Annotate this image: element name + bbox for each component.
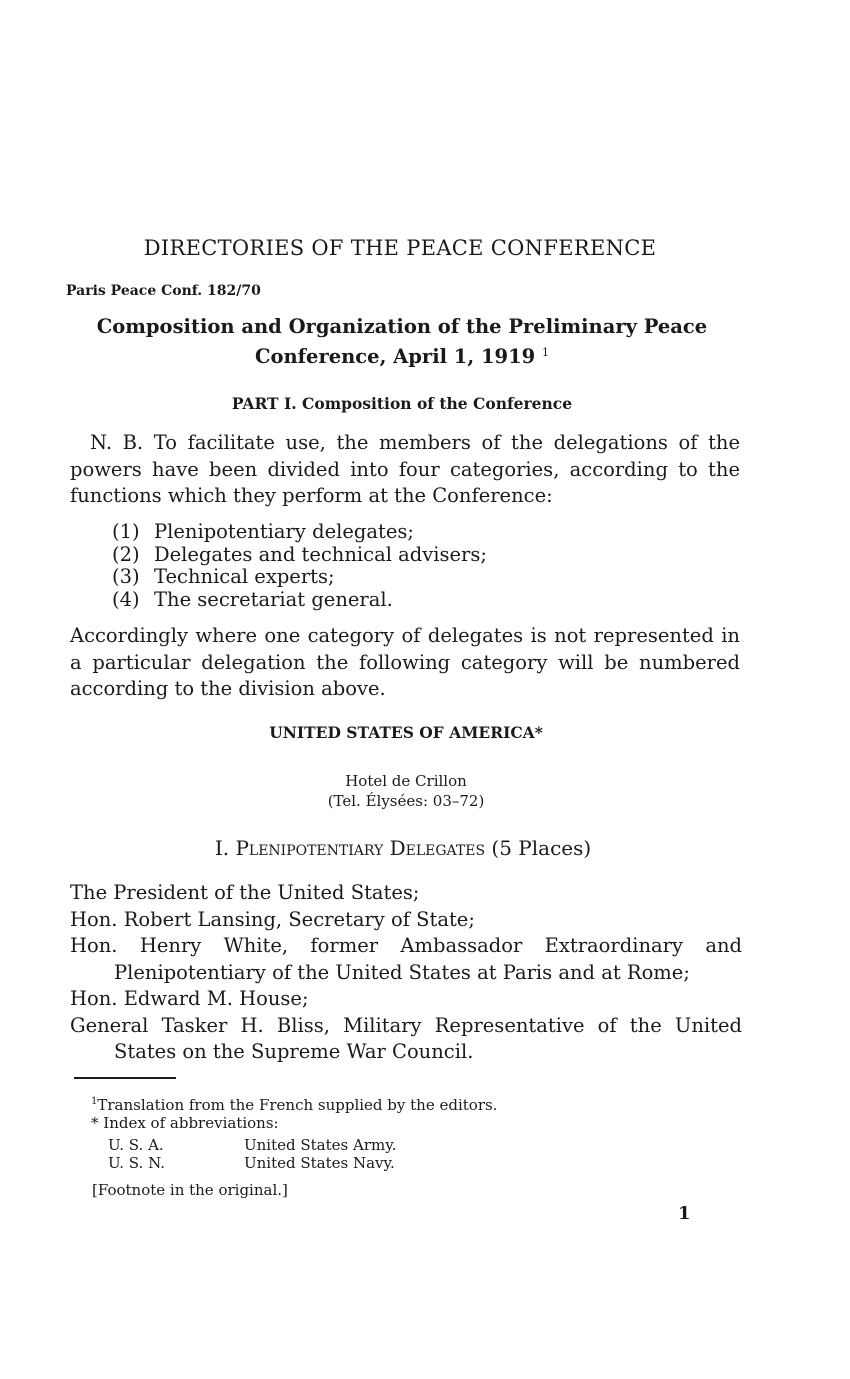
footnote-1-marker: 1 — [91, 1096, 98, 1107]
accordingly-paragraph: Accordingly where one category of delegates is not represented in a particular delegation the following category will be numbered according to the division above. — [70, 624, 740, 700]
title-line-1: Composition and Organization of the Preliminary Peace — [96, 315, 708, 338]
footnote-1 — [91, 1093, 497, 1114]
part-heading: PART I. Composition of the Conference — [231, 394, 573, 413]
hotel-address — [0, 771, 812, 811]
title-line-2: Conference, April 1, 1919 — [254, 345, 536, 368]
section-title: Plenipotentiary Delegates — [235, 836, 486, 860]
category-text: Technical experts; — [154, 565, 335, 588]
section-heading — [0, 836, 806, 860]
category-number: (2) — [112, 542, 140, 566]
abbreviation-key: U. S. A. — [108, 1136, 164, 1154]
running-title: DIRECTORIES OF THE PEACE CONFERENCE — [143, 236, 657, 260]
abbreviation-meaning: United States Navy. — [244, 1154, 395, 1172]
footnotes — [91, 1093, 497, 1132]
delegate-entry: Hon. Edward M. House; — [70, 987, 309, 1010]
category-number: (4) — [112, 587, 140, 611]
abbreviation-key: U. S. N. — [108, 1154, 166, 1172]
delegate-list — [70, 880, 742, 1066]
category-text: The secretariat general. — [154, 587, 393, 611]
delegate-entry: Hon. Henry White, former Ambassador Extraordinary and Plenipotentiary of the United States at Paris and at Rome; — [70, 934, 742, 984]
abbreviation-table — [108, 1136, 396, 1172]
category-text: Plenipotentiary delegates; — [154, 520, 414, 543]
category-list — [112, 521, 487, 611]
hotel-name: Hotel de Crillon — [345, 772, 467, 790]
title-footnote-marker: 1 — [542, 346, 550, 359]
footnote-1-text: Translation from the French supplied by the editors. — [97, 1096, 498, 1114]
abbreviation-meaning: United States Army. — [244, 1136, 397, 1154]
category-number: (3) — [112, 565, 140, 588]
abbreviation-row — [108, 1154, 396, 1172]
document-title — [60, 314, 744, 370]
category-item — [112, 589, 487, 612]
delegate-entry: The President of the United States; — [70, 881, 420, 904]
footnote-rule — [74, 1077, 176, 1079]
delegate-entry: Hon. Robert Lansing, Secretary of State; — [70, 907, 475, 931]
category-item — [112, 521, 487, 544]
footnote-original-note: [Footnote in the original.] — [92, 1181, 288, 1199]
page-number: 1 — [678, 1203, 691, 1224]
document-reference: Paris Peace Conf. 182/70 — [66, 283, 261, 299]
section-places: (5 Places) — [491, 836, 592, 860]
section-numeral: I. — [214, 836, 230, 860]
category-item — [112, 566, 487, 589]
abbreviation-row — [108, 1136, 396, 1154]
delegate-entry: General Tasker H. Bliss, Military Representative of the United States on the Supreme War Council. — [70, 1013, 742, 1063]
hotel-telephone: (Tel. Élysées: 03–72) — [327, 792, 485, 810]
category-item — [112, 544, 487, 567]
footnote-star: * Index of abbreviations: — [91, 1114, 279, 1132]
category-text: Delegates and technical advisers; — [154, 542, 487, 566]
country-heading: UNITED STATES OF AMERICA* — [269, 723, 543, 742]
nb-paragraph: N. B. To facilitate use, the members of the delegations of the powers have been divided into four categories, according to the functions which they perform at the Conference: — [70, 431, 740, 507]
category-number: (1) — [112, 520, 140, 543]
